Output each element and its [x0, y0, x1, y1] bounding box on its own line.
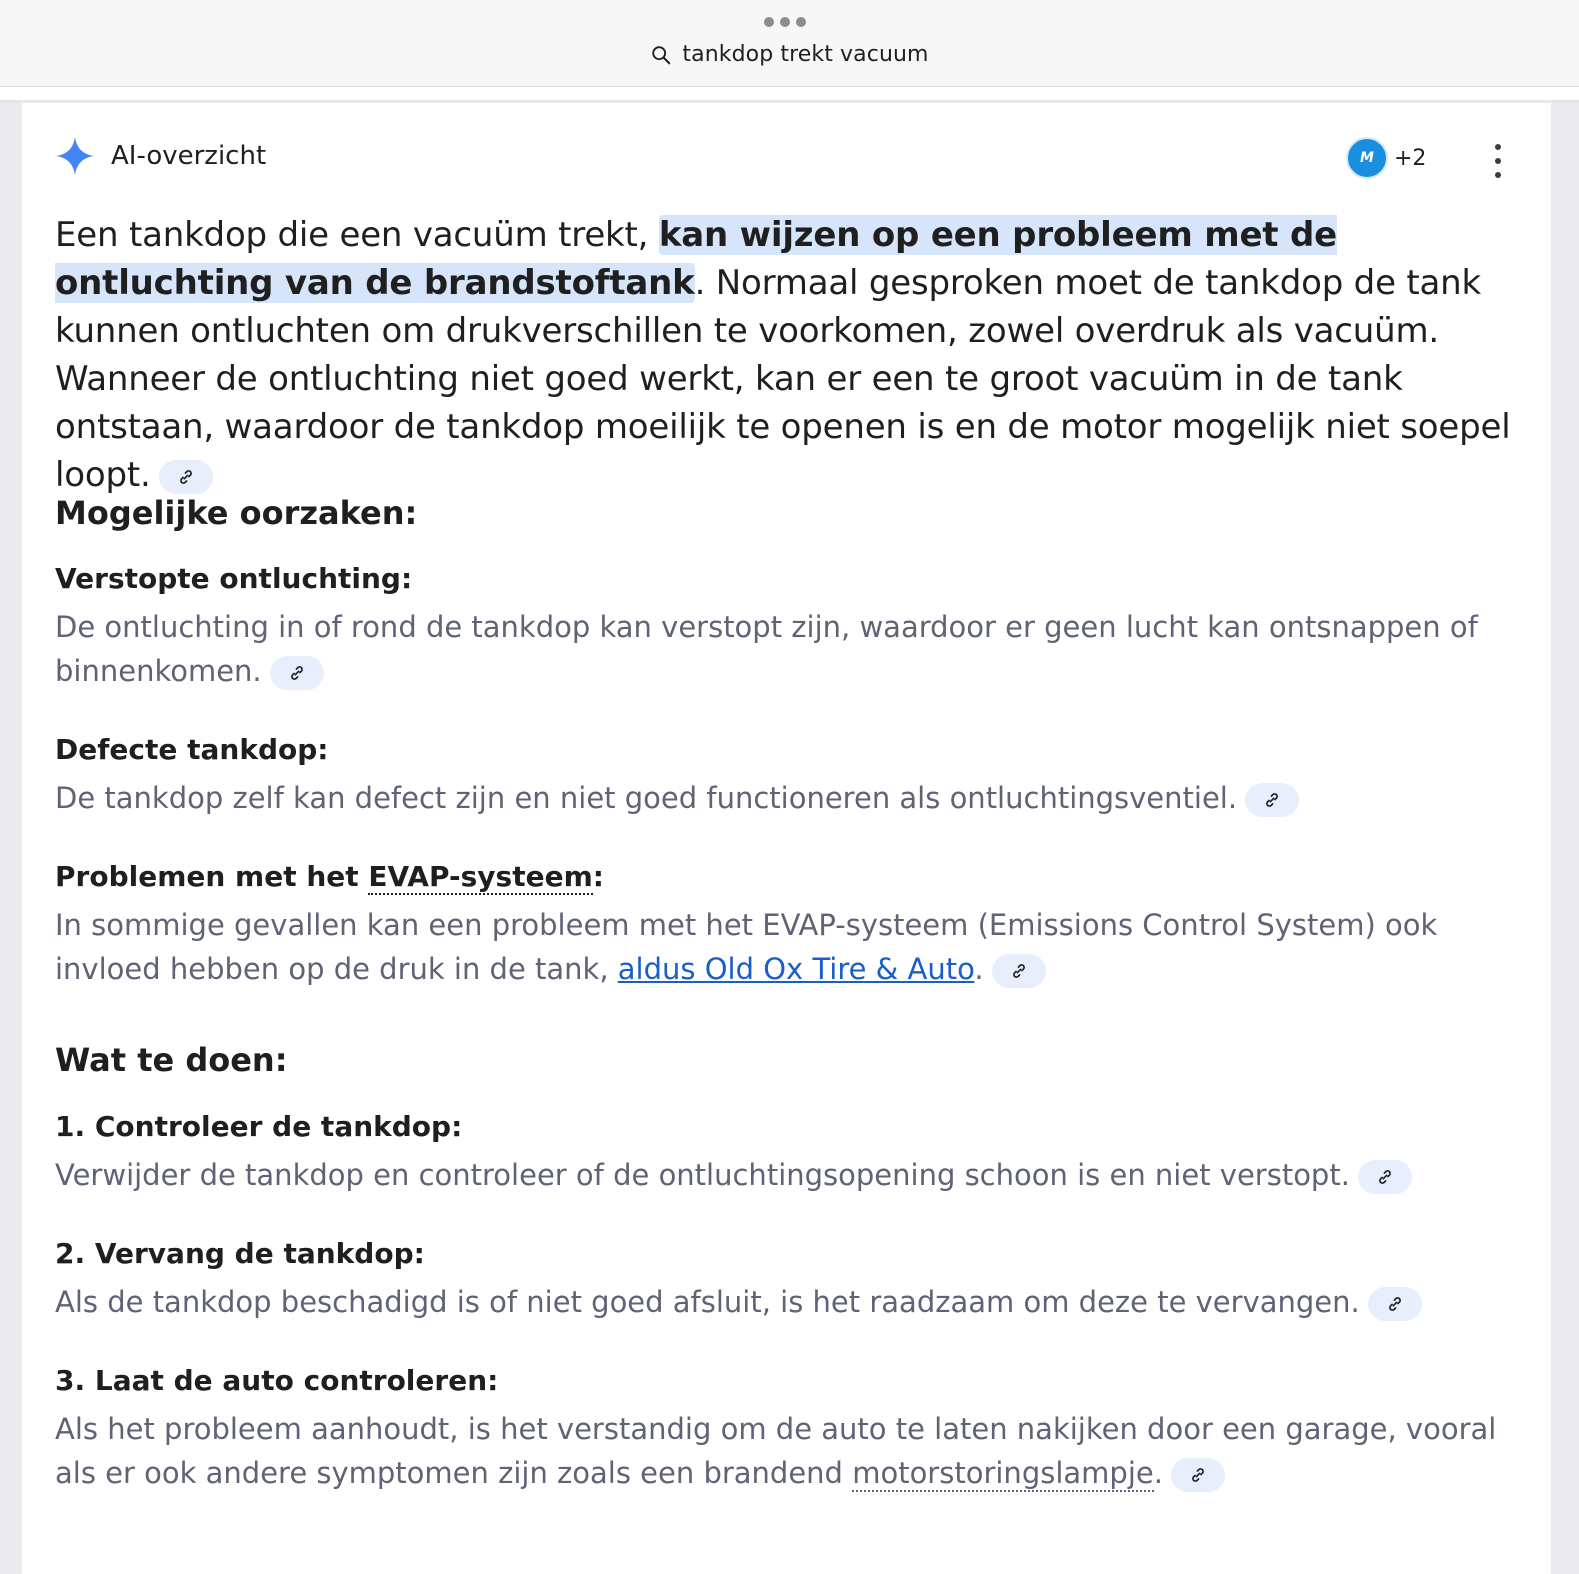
source-avatar: M: [1346, 137, 1388, 179]
source-link-chip[interactable]: [159, 460, 213, 494]
todo-text-end: .: [1153, 1456, 1163, 1490]
search-query: tankdop trekt vacuum: [682, 42, 929, 67]
todo-title: 3. Laat de auto controleren:: [55, 1364, 499, 1397]
todo-item: [55, 1237, 1515, 1324]
todo-title: 1. Controleer de tankdop:: [55, 1110, 463, 1143]
source-link-chip[interactable]: [1368, 1287, 1422, 1321]
cause-text-end: .: [974, 952, 984, 986]
todo-item: [55, 1364, 1515, 1495]
cause-text: [55, 776, 1515, 820]
cause-text-body: De tankdop zelf kan defect zijn en niet goed functioneren als ontluchtingsventiel.: [55, 781, 1238, 815]
cause-title: Defecte tankdop:: [55, 733, 329, 766]
link-icon: [176, 467, 196, 487]
todo-text-body: Als het probleem aanhoudt, is het verstandig om de auto te laten nakijken door een garage, vooral als er ook andere symptomen zijn zoals een brandend: [55, 1412, 1497, 1490]
link-icon: [1009, 961, 1029, 981]
cause-item: [55, 860, 1515, 991]
todo-title: 2. Vervang de tankdop:: [55, 1237, 425, 1270]
todo-text-body: Als de tankdop beschadigd is of niet goed afsluit, is het raadzaam om deze te vervangen.: [55, 1285, 1360, 1319]
sources-count: +2: [1394, 145, 1427, 171]
source-link-chip[interactable]: [270, 656, 324, 690]
cause-text-body: De ontluchting in of rond de tankdop kan verstopt zijn, waardoor er geen lucht kan ontsnappen of binnenkomen.: [55, 610, 1478, 688]
divider: [0, 100, 1579, 103]
source-link-chip[interactable]: [992, 954, 1046, 988]
source-link-chip[interactable]: [1358, 1160, 1412, 1194]
source-link-chip[interactable]: [1245, 783, 1299, 817]
cause-item: [55, 562, 1515, 693]
cause-text: [55, 605, 1515, 693]
sparkle-icon: [55, 136, 95, 176]
source-link[interactable]: aldus Old Ox Tire & Auto: [617, 952, 975, 986]
address-bar[interactable]: [0, 42, 1579, 67]
causes-heading: Mogelijke oorzaken:: [55, 494, 418, 532]
cause-text: [55, 903, 1515, 991]
link-icon: [287, 663, 307, 683]
todo-text: [55, 1280, 1515, 1324]
link-icon: [1262, 790, 1282, 810]
cause-item: [55, 733, 1515, 820]
cause-title: Verstopte ontluchting:: [55, 562, 413, 595]
lead-text-end: . Normaal gesproken moet de tankdop de tank kunnen ontluchten om drukverschillen te voorkomen, zowel overdruk als vacuüm. Wanneer de ontluchting niet goed werkt, kan er een te groot vacuüm in de tank ontstaan, waardoor de tankdop moeilijk te openen is en de motor mogelijk niet soepel loopt.: [55, 263, 1511, 495]
link-icon: [1375, 1167, 1395, 1187]
lead-paragraph: [55, 211, 1515, 499]
motorstoringslampje-term[interactable]: motorstoringslampje: [852, 1456, 1154, 1490]
left-gutter: [0, 103, 22, 1574]
search-icon: [650, 44, 672, 66]
cause-title-suffix: :: [592, 860, 604, 893]
todo-text: [55, 1153, 1515, 1197]
todo-text-body: Verwijder de tankdop en controleer of de ontluchtingsopening schoon is en niet verstopt.: [55, 1158, 1350, 1192]
lead-highlight: kan wijzen op een probleem met de ontluchting van de brandstoftank: [55, 215, 1337, 303]
lead-paragraph-block: [55, 211, 1515, 499]
link-icon: [1188, 1465, 1208, 1485]
cause-title-prefix: Problemen met het: [55, 860, 369, 893]
more-dots-icon[interactable]: [764, 17, 806, 27]
right-gutter: [1551, 103, 1579, 1574]
evap-term[interactable]: EVAP-systeem: [368, 860, 593, 893]
ai-overview-title: AI-overzicht: [111, 141, 267, 171]
ai-overview-header: [55, 136, 266, 176]
sources-button[interactable]: [1346, 137, 1426, 179]
causes-heading-block: [55, 494, 1515, 532]
todo-heading: Wat te doen:: [55, 1041, 288, 1079]
todo-item: [55, 1110, 1515, 1197]
source-link-chip[interactable]: [1171, 1458, 1225, 1492]
link-icon: [1385, 1294, 1405, 1314]
cause-title: [55, 860, 1515, 893]
lead-text-start: Een tankdop die een vacuüm trekt,: [55, 215, 659, 255]
browser-top-bar: [0, 0, 1579, 87]
todo-text: [55, 1407, 1515, 1495]
todo-heading-block: [55, 1041, 1515, 1079]
cause-text-body: In sommige gevallen kan een probleem met het EVAP-systeem (Emissions Control System) ook invloed hebben op de druk in de tank,: [55, 908, 1438, 986]
more-options-icon[interactable]: [1486, 144, 1510, 178]
